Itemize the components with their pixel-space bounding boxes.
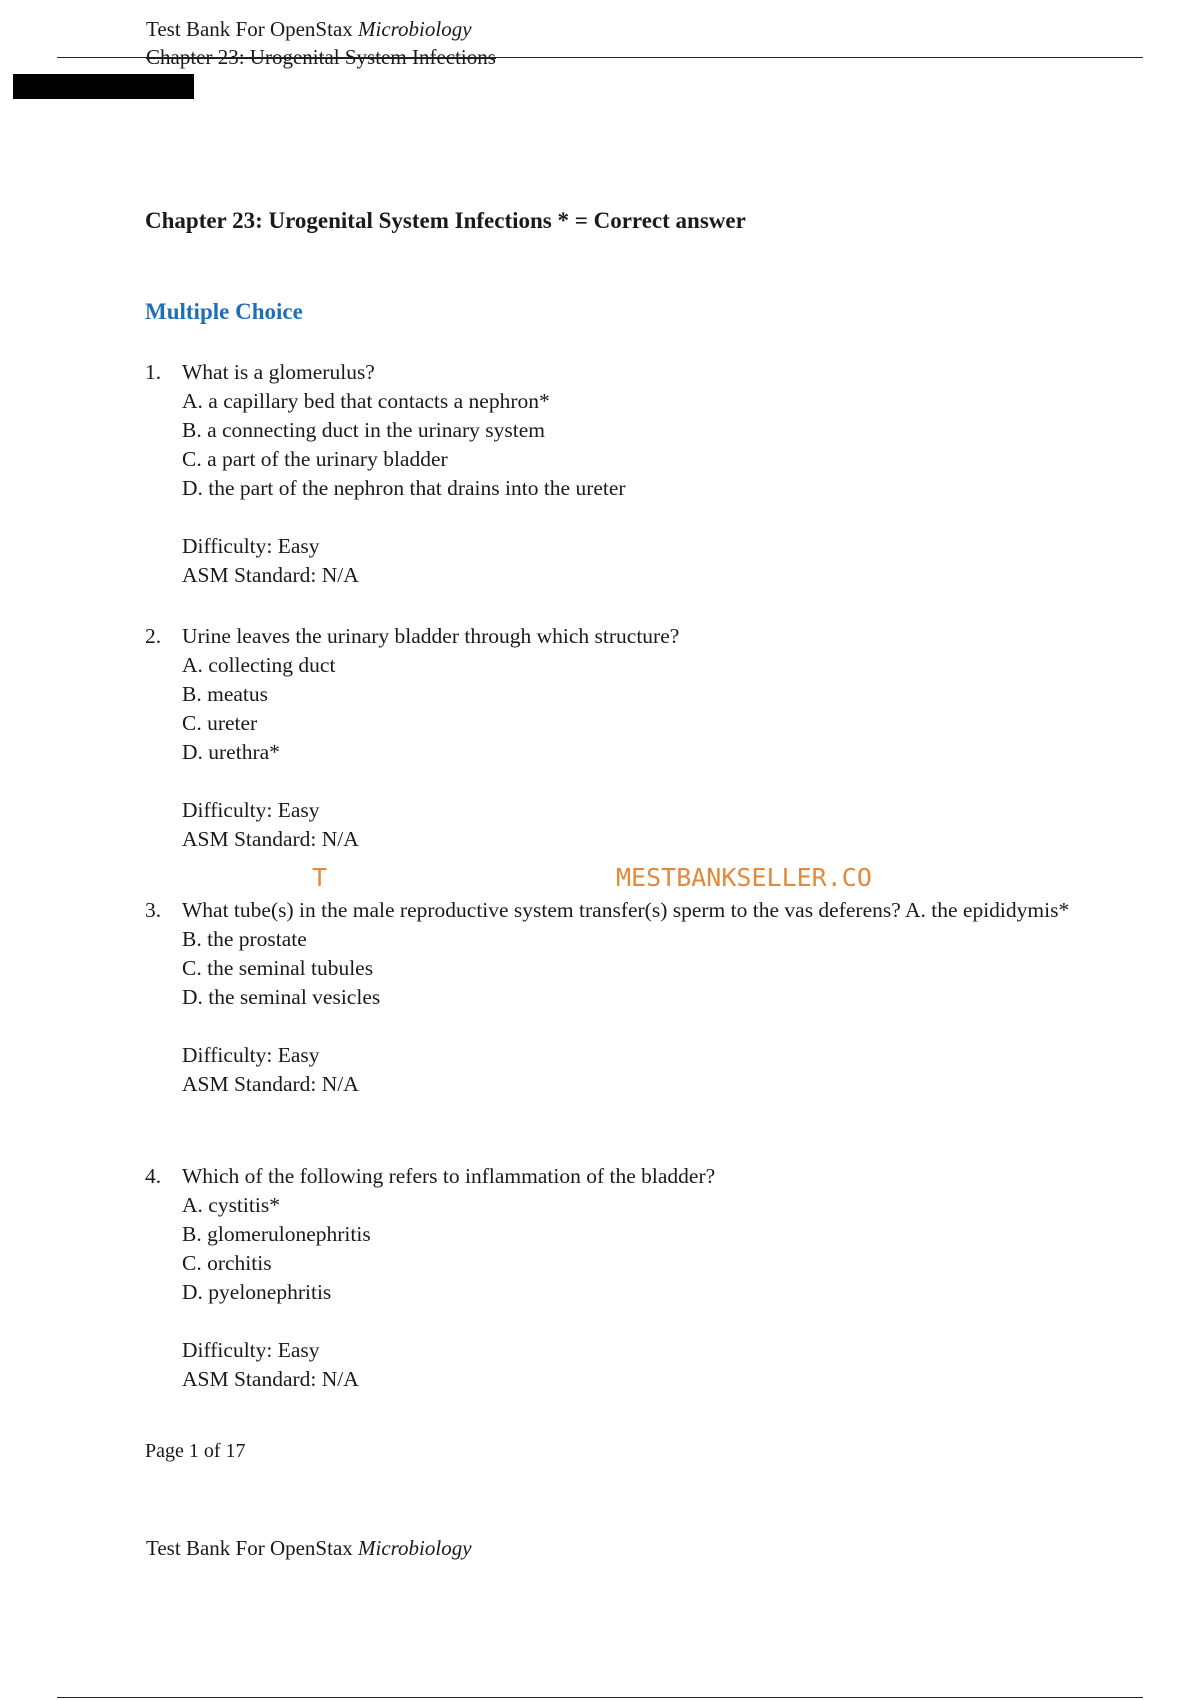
- answer-option-d: D. the part of the nephron that drains into the ureter: [182, 476, 626, 500]
- asm-standard-label: ASM Standard: N/A: [182, 1367, 359, 1391]
- running-header-title-prefix: Test Bank For OpenStax: [146, 17, 359, 41]
- running-header-book-title: Microbiology: [358, 17, 472, 41]
- answer-option-a: A. a capillary bed that contacts a nephron*: [182, 389, 550, 413]
- question-number: 4.: [145, 1164, 162, 1188]
- difficulty-label: Difficulty: Easy: [182, 798, 320, 822]
- question-text: What is a glomerulus?: [182, 360, 375, 384]
- question-text: Urine leaves the urinary bladder through which structure?: [182, 624, 680, 648]
- running-header-title: [146, 16, 472, 42]
- watermark-left-text: T: [312, 863, 328, 892]
- answer-option-c: C. the seminal tubules: [182, 956, 374, 980]
- answer-option-c: C. ureter: [182, 711, 258, 735]
- question-stem: [145, 1162, 1085, 1191]
- question-number: 2.: [145, 624, 162, 648]
- header-rule: [57, 57, 1143, 58]
- answer-option-b: B. a connecting duct in the urinary system: [182, 418, 546, 442]
- running-header-subtitle: Chapter 23: Urogenital System Infections: [146, 45, 496, 69]
- question-stem: [145, 896, 1085, 925]
- question-1: [145, 358, 1085, 590]
- asm-standard-label: ASM Standard: N/A: [182, 563, 359, 587]
- watermark-right-text: MESTBANKSELLER.CO: [616, 863, 872, 892]
- question-4: [145, 1162, 1085, 1394]
- answer-option-a: A. cystitis*: [182, 1193, 280, 1217]
- answer-option-b: B. glomerulonephritis: [182, 1222, 371, 1246]
- question-number: 1.: [145, 360, 162, 384]
- answer-option-c: C. orchitis: [182, 1251, 272, 1275]
- redaction-bar: [13, 74, 194, 99]
- answer-option-c: C. a part of the urinary bladder: [182, 447, 448, 471]
- next-page-header-book-title: Microbiology: [358, 1536, 472, 1560]
- answer-option-d: D. pyelonephritis: [182, 1280, 332, 1304]
- asm-standard-label: ASM Standard: N/A: [182, 1072, 359, 1096]
- answer-option-d: D. the seminal vesicles: [182, 985, 381, 1009]
- page-number: Page 1 of 17: [145, 1440, 246, 1462]
- answer-option-d: D. urethra*: [182, 740, 280, 764]
- difficulty-label: Difficulty: Easy: [182, 534, 320, 558]
- question-text: What tube(s) in the male reproductive system transfer(s) sperm to the vas deferens? A. the epididymis*: [182, 898, 1070, 922]
- answer-option-b: B. the prostate: [182, 927, 307, 951]
- answer-option-a: A. collecting duct: [182, 653, 336, 677]
- question-text: Which of the following refers to inflammation of the bladder?: [182, 1164, 716, 1188]
- question-number: 3.: [145, 898, 162, 922]
- next-page-header-title: [146, 1535, 472, 1561]
- question-stem: [145, 358, 1085, 387]
- question-3: [145, 896, 1085, 1099]
- next-page-header-title-prefix: Test Bank For OpenStax: [146, 1536, 359, 1560]
- question-stem: [145, 622, 1085, 651]
- difficulty-label: Difficulty: Easy: [182, 1338, 320, 1362]
- asm-standard-label: ASM Standard: N/A: [182, 827, 359, 851]
- answer-option-b: B. meatus: [182, 682, 268, 706]
- section-heading: Multiple Choice: [145, 299, 303, 324]
- chapter-title: Chapter 23: Urogenital System Infections * = Correct answer: [145, 208, 746, 233]
- question-2: [145, 622, 1085, 854]
- footer-rule: [57, 1697, 1143, 1698]
- difficulty-label: Difficulty: Easy: [182, 1043, 320, 1067]
